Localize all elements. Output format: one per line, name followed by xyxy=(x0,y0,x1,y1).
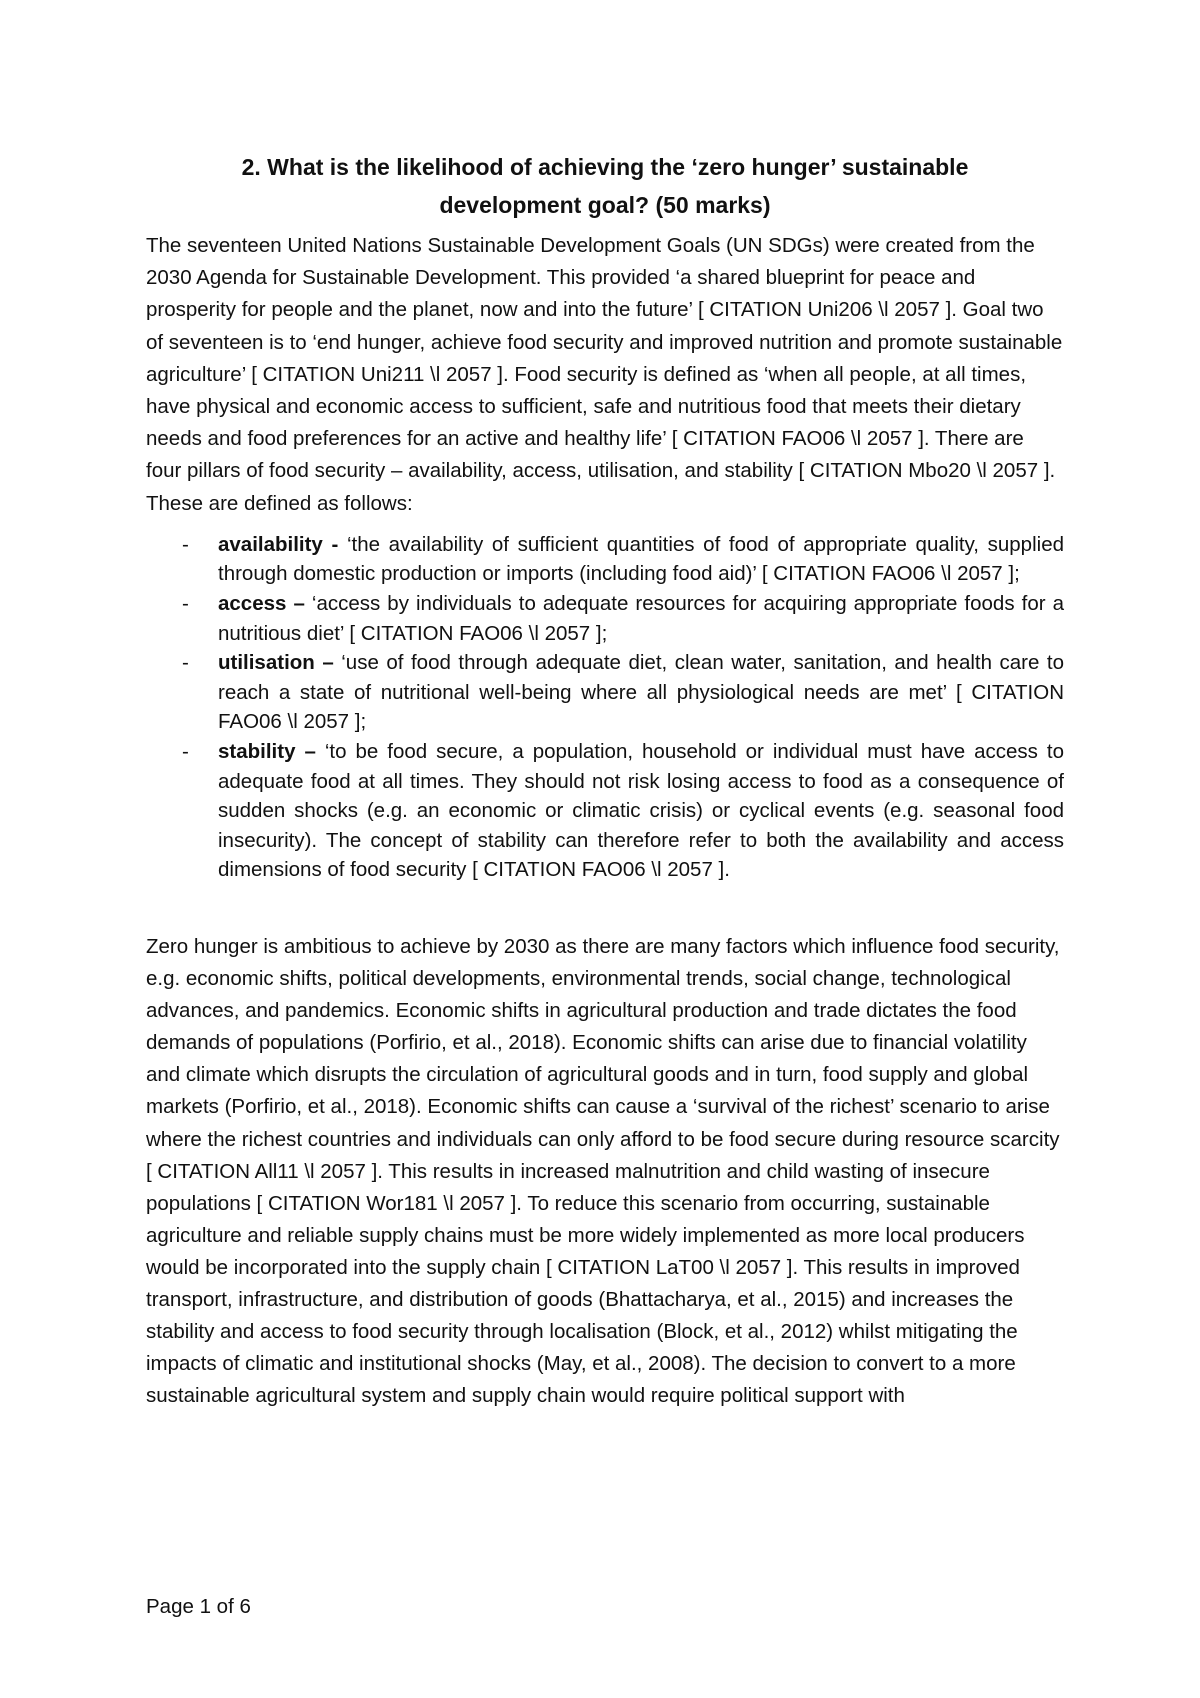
list-item-availability xyxy=(146,530,1064,589)
pillar-term: availability - xyxy=(218,532,339,556)
pillar-definition: ‘access by individuals to adequate resources for acquiring appropriate foods for a nutritious diet’ [ CITATION FAO06 \l 2057 ]; xyxy=(218,592,1064,645)
question-title xyxy=(146,148,1064,224)
pillar-definition: ‘the availability of sufficient quantities of food of appropriate quality, supplied through domestic production or imports (including food aid)’ [ CITATION FAO06 \l 2057 ]; xyxy=(218,532,1064,586)
bullet-dash: - xyxy=(182,739,189,763)
pillar-term: utilisation – xyxy=(218,651,334,675)
title-line-1: 2. What is the likelihood of achieving the ‘zero hunger’ sustainable xyxy=(241,154,969,180)
title-line-2: development goal? (50 marks) xyxy=(439,192,771,218)
bullet-dash: - xyxy=(182,592,189,616)
page-number-footer: Page 1 of 6 xyxy=(146,1595,251,1618)
pillar-term: access – xyxy=(218,592,305,616)
bullet-dash: - xyxy=(182,651,189,675)
bullet-dash: - xyxy=(182,532,189,556)
intro-paragraph: The seventeen United Nations Sustainable Development Goals (UN SDGs) were created from the 2030 Agenda for Sustainable Development. This provided ‘a shared blueprint for peace and prosperity for people and the planet, now and into the future’ [ CITATION Uni206 \l 2057 ]. Goal two of seventeen is to ‘end hunger, achieve food security and improved nutrition and promote sustainable agriculture’ [ CITATION Uni211 \l 2057 ]. Food security is defined as ‘when all people, at all times, have physical and economic access to sufficient, safe and nutritious food that meets their dietary needs and food preferences for an active and healthy life’ [ CITATION FAO06 \l 2057 ]. There are four pillars of food security – availability, access, utilisation, and stability [ CITATION Mbo20 \l 2057 ]. These are defined as follows: xyxy=(146,234,1063,515)
pillar-term: stability – xyxy=(218,739,316,763)
pillar-definition: ‘to be food secure, a population, household or individual must have access to adequate food at all times. They should not risk losing access to food as a consequence of sudden shocks (e.g. an economic or climatic crisis) or cyclical events (e.g. seasonal food insecurity). The concept of stability can therefore refer to both the availability and access dimensions of food security [ CITATION FAO06 \l 2057 ]. xyxy=(218,739,1065,882)
list-item-utilisation xyxy=(146,648,1064,737)
list-item-access xyxy=(146,589,1064,648)
food-security-pillars-list xyxy=(146,530,1064,885)
list-item-stability xyxy=(146,737,1064,885)
pillar-definition: ‘use of food through adequate diet, clean water, sanitation, and health care to reach a state of nutritional well-being where all physiological needs are met’ [ CITATION FAO06 \l 2057 ]; xyxy=(218,651,1065,734)
page-content xyxy=(146,148,1064,1412)
body-paragraph: Zero hunger is ambitious to achieve by 2030 as there are many factors which influence food security, e.g. economic shifts, political developments, environmental trends, social change, technological advances, and pandemics. Economic shifts in agricultural production and trade dictates the food demands of populations (Porfirio, et al., 2018). Economic shifts can arise due to financial volatility and climate which disrupts the circulation of agricultural goods and in turn, food supply and global markets (Porfirio, et al., 2018). Economic shifts can cause a ‘survival of the richest’ scenario to arise where the richest countries and individuals can only afford to be food secure during resource scarcity [ CITATION All11 \l 2057 ]. This results in increased malnutrition and child wasting of insecure populations [ CITATION Wor181 \l 2057 ]. To reduce this scenario from occurring, sustainable agriculture and reliable supply chains must be more widely implemented as more local producers would be incorporated into the supply chain [ CITATION LaT00 \l 2057 ]. This results in improved transport, infrastructure, and distribution of goods (Bhattacharya, et al., 2015) and increases the stability and access to food security through localisation (Block, et al., 2012) whilst mitigating the impacts of climatic and institutional shocks (May, et al., 2008). The decision to convert to a more sustainable agricultural system and supply chain would require political support with xyxy=(146,934,1060,1408)
